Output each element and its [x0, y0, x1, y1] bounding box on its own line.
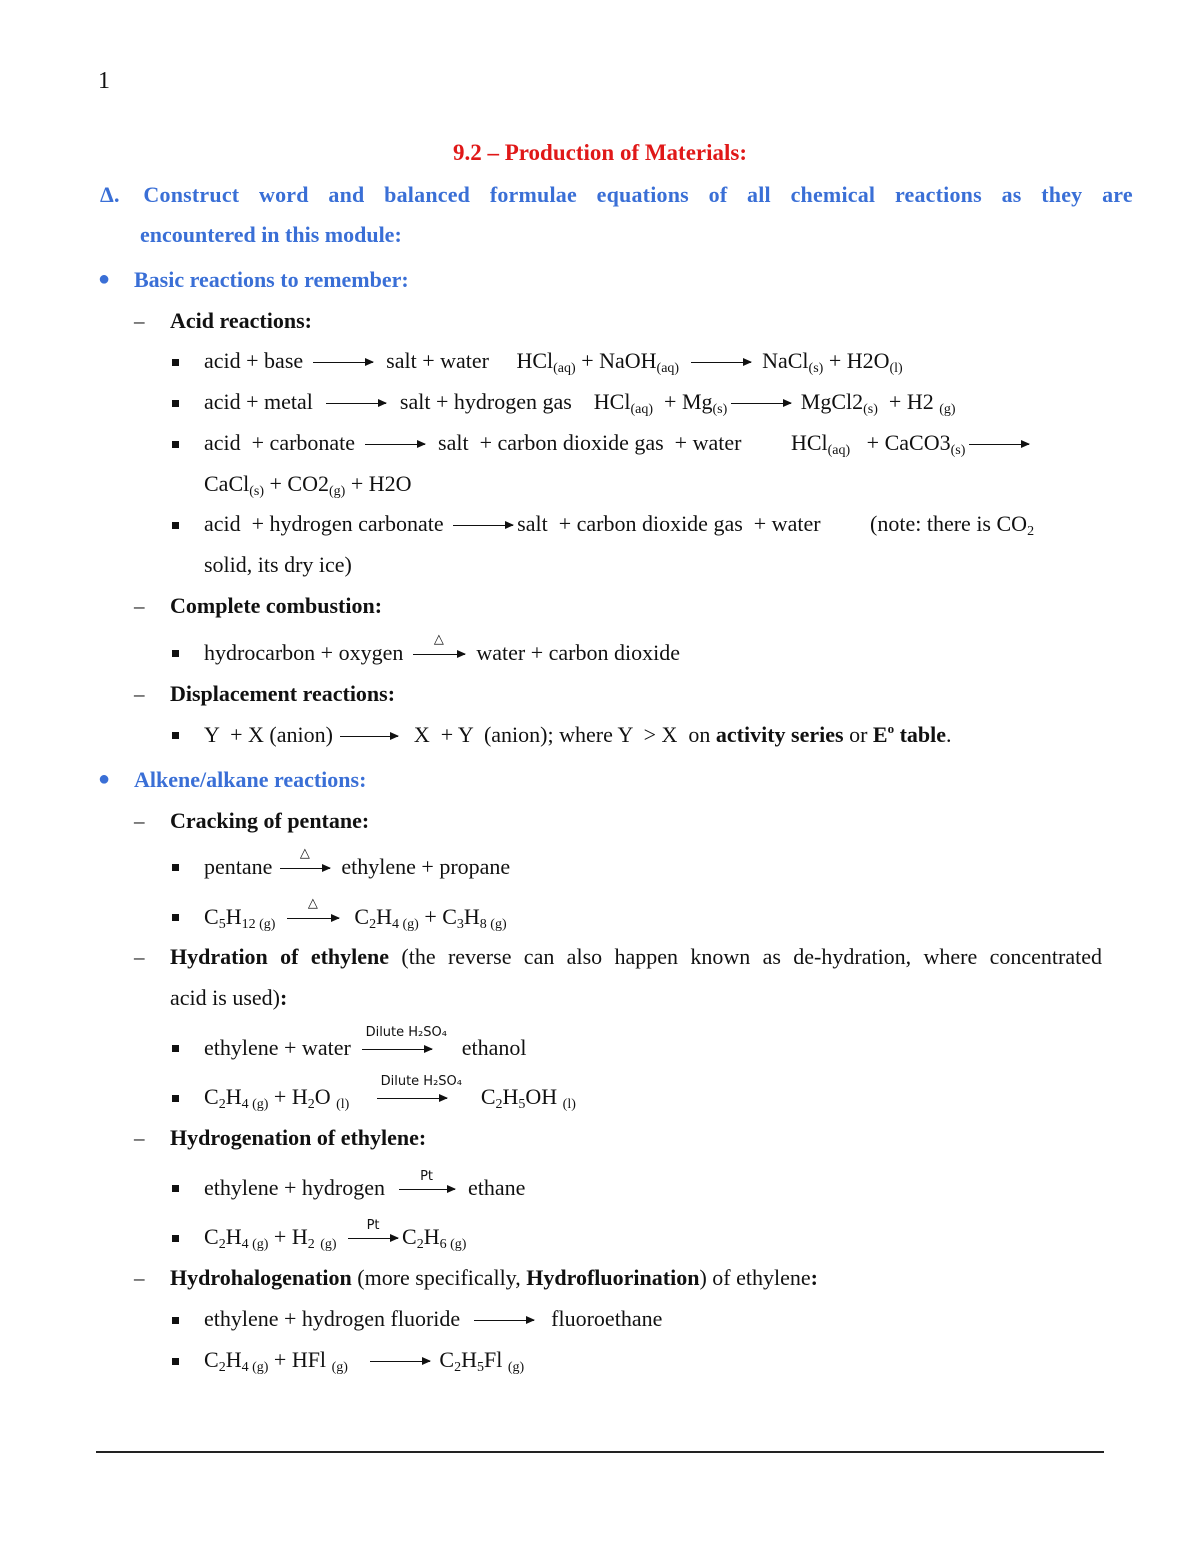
page-number: 1	[98, 68, 110, 94]
dash-icon: –	[134, 1126, 145, 1150]
equation-hydrofluorination-formula: $C_2H_{4 (g)}$ + HFl $_{(g)}$ $C_2H_5Fl$ $_{(g)}$	[204, 1347, 525, 1375]
heat-icon: △	[433, 632, 444, 648]
subheading-displacement: Displacement reactions:	[170, 681, 396, 706]
arrow-icon	[453, 525, 513, 526]
square-bullet-icon	[172, 1317, 179, 1324]
page-title: 9.2 – Production of Materials:	[452, 140, 748, 165]
square-bullet-icon	[172, 1045, 179, 1052]
equation-cracking-formula: $C_5H_{12 (g)}$ △ $C_2H_{4 (g)} + C_3H_{8 (g)}$	[204, 896, 507, 932]
hydration-note-cont: acid is used):	[170, 985, 288, 1010]
bullet-icon: ●	[98, 768, 111, 790]
square-bullet-icon	[172, 1235, 179, 1242]
arrow-icon	[413, 632, 465, 655]
square-bullet-icon	[172, 732, 179, 739]
arrow-icon	[340, 736, 398, 737]
square-bullet-icon	[172, 650, 179, 657]
dash-icon: –	[134, 809, 145, 833]
arrow-icon: △	[287, 918, 339, 919]
catalyst-label: Dilute H₂SO₄	[365, 1025, 447, 1041]
square-bullet-icon	[172, 441, 179, 448]
equation-acid-carbonate-cont: CaCl$_{(s)}$ + $CO2_{(g)} + H2O$	[204, 471, 412, 499]
arrow-icon: Pt	[348, 1238, 398, 1239]
subheading-hydration: Hydration of ethylene (the reverse can also happen known as de-hydration, where concentrated	[170, 944, 1102, 969]
arrow-icon: Dilute H₂SO₄	[377, 1098, 465, 1099]
subheading-cracking: Cracking of pentane:	[170, 808, 370, 833]
equation-combustion: hydrocarbon + oxygen △ water + carbon dioxide	[204, 632, 680, 665]
subheading-acid: Acid reactions:	[170, 308, 312, 333]
dash-icon: –	[134, 1266, 145, 1290]
equation-acid-base: acid + base salt + water HCl$_{(aq)}$ + NaOH$_{(aq)}$ NaCl$_{(s)}$ + $H2O_{(l)}$	[204, 348, 903, 376]
bullet-icon: ●	[98, 268, 111, 290]
equation-hydrofluorination-word: ethylene + hydrogen fluoride fluoroethane	[204, 1306, 663, 1331]
square-bullet-icon	[172, 400, 179, 407]
equation-cracking-word: pentane △ ethylene + propane	[204, 846, 511, 879]
arrow-icon: Pt	[399, 1189, 455, 1190]
square-bullet-icon	[172, 1095, 179, 1102]
arrow-icon	[326, 403, 386, 404]
arrow-icon	[969, 444, 1029, 445]
intro-text-1: Construct word and balanced formulae equations of all chemical reactions as they are	[143, 182, 1133, 207]
subheading-hydrogenation: Hydrogenation of ethylene:	[170, 1125, 427, 1150]
arrow-icon	[731, 403, 791, 404]
intro-line-2: encountered in this module:	[140, 222, 402, 247]
note-dry-ice: solid, its dry ice)	[204, 552, 352, 577]
subheading-hydrohalogenation: Hydrohalogenation (more specifically, Hydrofluorination) of ethylene:	[170, 1265, 818, 1290]
square-bullet-icon	[172, 359, 179, 366]
arrow-icon	[691, 362, 751, 363]
intro-line-1	[100, 182, 1133, 208]
arrow-icon	[365, 444, 425, 445]
square-bullet-icon	[172, 522, 179, 529]
section-heading-alkene: Alkene/alkane reactions:	[134, 767, 367, 792]
dash-icon: –	[134, 309, 145, 333]
subheading-combustion: Complete combustion:	[170, 593, 383, 618]
arrow-icon	[474, 1320, 534, 1321]
equation-acid-metal: acid + metal salt + hydrogen gas $HCl_{(aq)} + Mg_{(s)}$ $MgCl2_{(s)} + H2$ $_{(g)}$	[204, 389, 956, 417]
square-bullet-icon	[172, 864, 179, 871]
equation-acid-hydrogen-carbonate: acid + hydrogen carbonate salt + carbon dioxide gas + water (note: there is $CO_2$	[204, 511, 1035, 539]
section-heading-basic: Basic reactions to remember:	[134, 267, 409, 292]
equation-displacement: Y + X (anion) X + Y (anion); where Y > X on activity series or $E^o$ table.	[204, 721, 952, 747]
equation-hydration-word: ethylene + water Dilute H₂SO₄ ethanol	[204, 1025, 527, 1060]
equation-hydrogenation-word: ethylene + hydrogen Pt ethane	[204, 1169, 526, 1200]
dash-icon: –	[134, 945, 145, 969]
square-bullet-icon	[172, 1358, 179, 1365]
arrow-icon: △	[280, 868, 330, 869]
footer-rule	[96, 1451, 1104, 1453]
equation-acid-carbonate: acid + carbonate salt + carbon dioxide gas + water $HCl_{(aq)} + CaCO3_{(s)}$	[204, 430, 1102, 459]
arrow-icon	[362, 1025, 450, 1050]
dash-icon: –	[134, 682, 145, 706]
dash-icon: –	[134, 594, 145, 618]
square-bullet-icon	[172, 914, 179, 921]
equation-hydrogenation-formula: $C_2H_{4 (g)} + H_2$ $_{(g)}$ Pt $C_2H_{6 (g)}$	[204, 1218, 467, 1252]
arrow-icon	[370, 1361, 430, 1362]
arrow-icon	[313, 362, 373, 363]
equation-hydration-formula: $C_2H_{4 (g)} + H_2O$ $_{(l)}$ Dilute H₂SO₄ $C_2H_5OH$ $_{(l)}$	[204, 1074, 576, 1112]
delta-marker: Δ.	[100, 182, 120, 207]
square-bullet-icon	[172, 1185, 179, 1192]
